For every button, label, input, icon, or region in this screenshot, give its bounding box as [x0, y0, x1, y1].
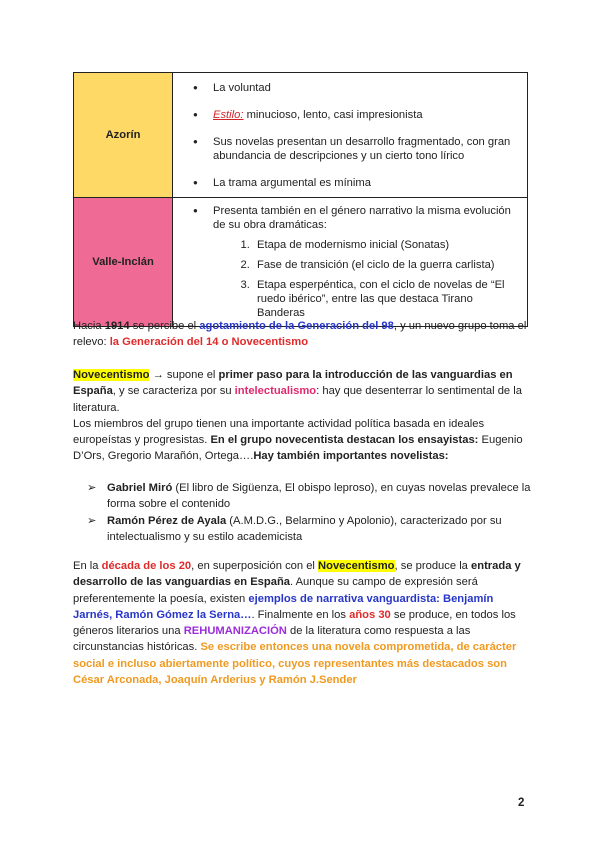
- valle-content: [173, 198, 528, 327]
- list-item: ● Estilo: minucioso, lento, casi impresionista: [193, 108, 519, 122]
- list-item: ➢ Gabriel Miró (El libro de Sigüenza, El obispo leproso), en cuyas novelas prevalece la forma sobre el contenido: [73, 480, 533, 513]
- table-row: [74, 198, 528, 327]
- valle-list: [193, 204, 519, 320]
- list-item: ● La voluntad: [193, 81, 519, 95]
- table-row: [74, 73, 528, 198]
- azorin-content: [173, 73, 528, 198]
- style-label: Estilo:: [213, 108, 244, 121]
- paragraph-vanguardias: En la década de los 20, en superposición con el Novecentismo, se produce la entrada y desarrollo de las vanguardias en España. Aunque su campo de expresión será preferentemente la poesía, existen ejemplos de narrativa vanguardista: Benjamín Jarnés, Ramón Gómez la Serna…. Finalmente en los años 30 se produce, en todos los géneros literarios una REHUMANIZACIÓN de la literatura como respuesta a las circunstancias históricas. Se escribe entonces una novela comprometida, de carácter social e incluso abiertamente político, cuyos representantes más destacados son César Arconada, Joaquín Arderius y Ramón J.Sender: [73, 560, 521, 687]
- azorin-list: [193, 81, 519, 190]
- paragraph-1914: Hacia 1914 se percibe el agotamiento de la Generación del 98, y un nuevo grupo toma el relevo: la Generación del 14 o Novecentismo: [73, 320, 527, 349]
- list-item: ● La trama argumental es mínima: [193, 176, 519, 190]
- author-cell-azorin: Azorín: [74, 73, 173, 198]
- stage-item: 2. Fase de transición (el ciclo de la guerra carlista): [253, 258, 519, 272]
- author-cell-valle: Valle-Inclán: [74, 198, 173, 327]
- stage-item: 1. Etapa de modernismo inicial (Sonatas): [253, 238, 519, 252]
- list-item: ➢ Ramón Pérez de Ayala (A.M.D.G., Belarmino y Apolonio), caracterizado por su intelectualismo y su estilo academicista: [73, 513, 533, 546]
- stage-item: 3. Etapa esperpéntica, con el ciclo de novelas de “El ruedo ibérico”, entre las que destaca Tirano Banderas: [253, 278, 519, 320]
- valle-stages: [213, 238, 519, 320]
- paragraph-novecentismo: Novecentismo → supone el primer paso para la introducción de las vanguardias en España, y se caracteriza por su intelectualismo: hay que desenterrar lo sentimental de la literatura. Los miembros del grupo tienen una importante actividad política basada en ideales europeístas y progresistas. En el grupo novecentista destacan los ensayistas: Eugenio D’Ors, Gregorio Marañón, Ortega….Hay también importantes novelistas:: [73, 369, 523, 463]
- novelists-list: [73, 480, 533, 545]
- list-item: ● Presenta también en el género narrativo la misma evolución de su obra dramáticas: 1. Etapa de modernismo inicial (Sonatas) 2. Fase de transición (el ciclo de la guerra carlista) 3. Etapa esperpéntica, con el ciclo de novelas de “El ruedo ibérico”, entre las que destaca Tirano Banderas: [193, 204, 519, 320]
- page-number: 2: [518, 797, 525, 809]
- authors-table: [73, 72, 528, 327]
- list-item: ● Sus novelas presentan un desarrollo fragmentado, con gran abundancia de descripciones y un cierto tono lírico: [193, 135, 519, 163]
